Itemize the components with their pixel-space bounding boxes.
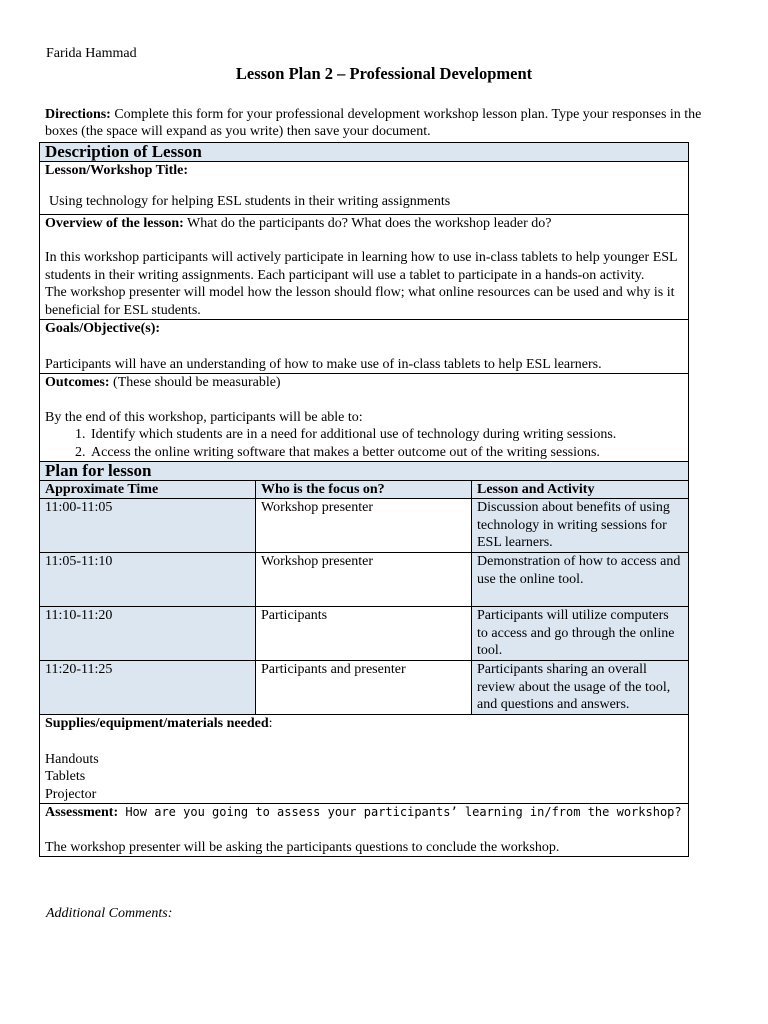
directions-label: Directions: xyxy=(45,107,111,122)
column-header-activity: Lesson and Activity xyxy=(472,480,689,499)
supplies-label: Supplies/equipment/materials needed xyxy=(45,716,269,731)
overview-label: Overview of the lesson: xyxy=(45,215,184,231)
outcomes-prompt: (These should be measurable) xyxy=(109,375,281,390)
directions xyxy=(45,106,725,140)
time-cell[interactable]: 11:20-11:25 xyxy=(40,661,256,715)
outcomes-intro: By the end of this workshop, participants will be able to: xyxy=(45,409,363,425)
goals-cell[interactable] xyxy=(40,320,689,374)
time-cell[interactable]: 11:05-11:10 xyxy=(40,553,256,607)
description-band-row xyxy=(40,143,689,162)
assessment-label: Assessment: xyxy=(45,805,119,820)
focus-cell[interactable]: Workshop presenter xyxy=(256,553,472,607)
outcomes-row xyxy=(40,374,689,462)
time-cell[interactable]: 11:10-11:20 xyxy=(40,607,256,661)
additional-comments-label: Additional Comments: xyxy=(46,906,173,921)
assessment-row xyxy=(40,804,689,857)
table-row xyxy=(40,499,689,553)
supplies-colon: : xyxy=(268,716,273,731)
focus-cell[interactable]: Participants and presenter xyxy=(256,661,472,715)
table-row xyxy=(40,607,689,661)
overview-row xyxy=(40,214,689,320)
list-item: 1. Identify which students are in a need for additional use of technology during writing sessions. xyxy=(89,426,683,444)
workshop-title-row xyxy=(40,161,689,214)
supplies-row xyxy=(40,715,689,804)
supplies-cell[interactable] xyxy=(40,715,689,804)
directions-text: Complete this form for your professional development workshop lesson plan. Type your responses in the boxes (the space will expand as you write) then save your document. xyxy=(45,107,702,139)
goals-row xyxy=(40,320,689,374)
overview-paragraph-2: The workshop presenter will model how the lesson should flow; what online resources can be used and why is it beneficial for ESL students. xyxy=(45,285,675,318)
activity-cell[interactable]: Participants sharing an overall review about the usage of the tool, and questions and answers. xyxy=(472,661,689,715)
workshop-title-cell[interactable] xyxy=(40,161,689,214)
plan-header-row xyxy=(40,480,689,499)
activity-cell[interactable]: Participants will utilize computers to access and go through the online tool. xyxy=(472,607,689,661)
author-name: Farida Hammad xyxy=(46,46,137,61)
workshop-title-value: Using technology for helping ESL students in their writing assignments xyxy=(49,194,451,209)
assessment-cell[interactable] xyxy=(40,804,689,857)
overview-cell[interactable] xyxy=(40,214,689,320)
outcomes-cell[interactable] xyxy=(40,374,689,462)
column-header-focus: Who is the focus on? xyxy=(256,480,472,499)
document-title: Lesson Plan 2 – Professional Development xyxy=(235,64,533,83)
overview-paragraph-1: In this workshop participants will actively participate in learning how to use in-class tablets to help younger ESL students in their writing assignments. Each participant will use a tablet to participate in a hands-on activity. xyxy=(45,250,678,283)
column-header-time: Approximate Time xyxy=(40,480,256,499)
lesson-form xyxy=(39,142,689,857)
description-heading: Description of Lesson xyxy=(40,143,689,162)
workshop-title-label: Lesson/Workshop Title: xyxy=(45,162,189,178)
goals-label: Goals/Objective(s): xyxy=(45,321,161,336)
overview-prompt: What do the participants do? What does the workshop leader do? xyxy=(183,215,552,231)
list-item: 2. Access the online writing software that makes a better outcome out of the writing sessions. xyxy=(89,444,683,462)
time-cell[interactable]: 11:00-11:05 xyxy=(40,499,256,553)
assessment-prompt: How are you going to assess your participants’ learning in/from the workshop? xyxy=(118,805,682,819)
outcomes-list xyxy=(45,426,683,461)
list-item: Tablets xyxy=(45,769,86,784)
outcomes-label: Outcomes: xyxy=(45,375,110,390)
goals-text: Participants will have an understanding of how to make use of in-class tablets to help ESL learners. xyxy=(45,356,602,372)
table-row xyxy=(40,553,689,607)
list-item: Handouts xyxy=(45,751,99,767)
plan-band-row xyxy=(40,462,689,481)
assessment-text: The workshop presenter will be asking the participants questions to conclude the workshop. xyxy=(45,839,560,855)
table-row xyxy=(40,661,689,715)
activity-cell[interactable]: Demonstration of how to access and use the online tool. xyxy=(472,553,689,607)
activity-cell[interactable]: Discussion about benefits of using technology in writing sessions for ESL learners. xyxy=(472,499,689,553)
focus-cell[interactable]: Participants xyxy=(256,607,472,661)
list-item: Projector xyxy=(45,786,97,802)
focus-cell[interactable]: Workshop presenter xyxy=(256,499,472,553)
plan-heading: Plan for lesson xyxy=(40,462,689,481)
